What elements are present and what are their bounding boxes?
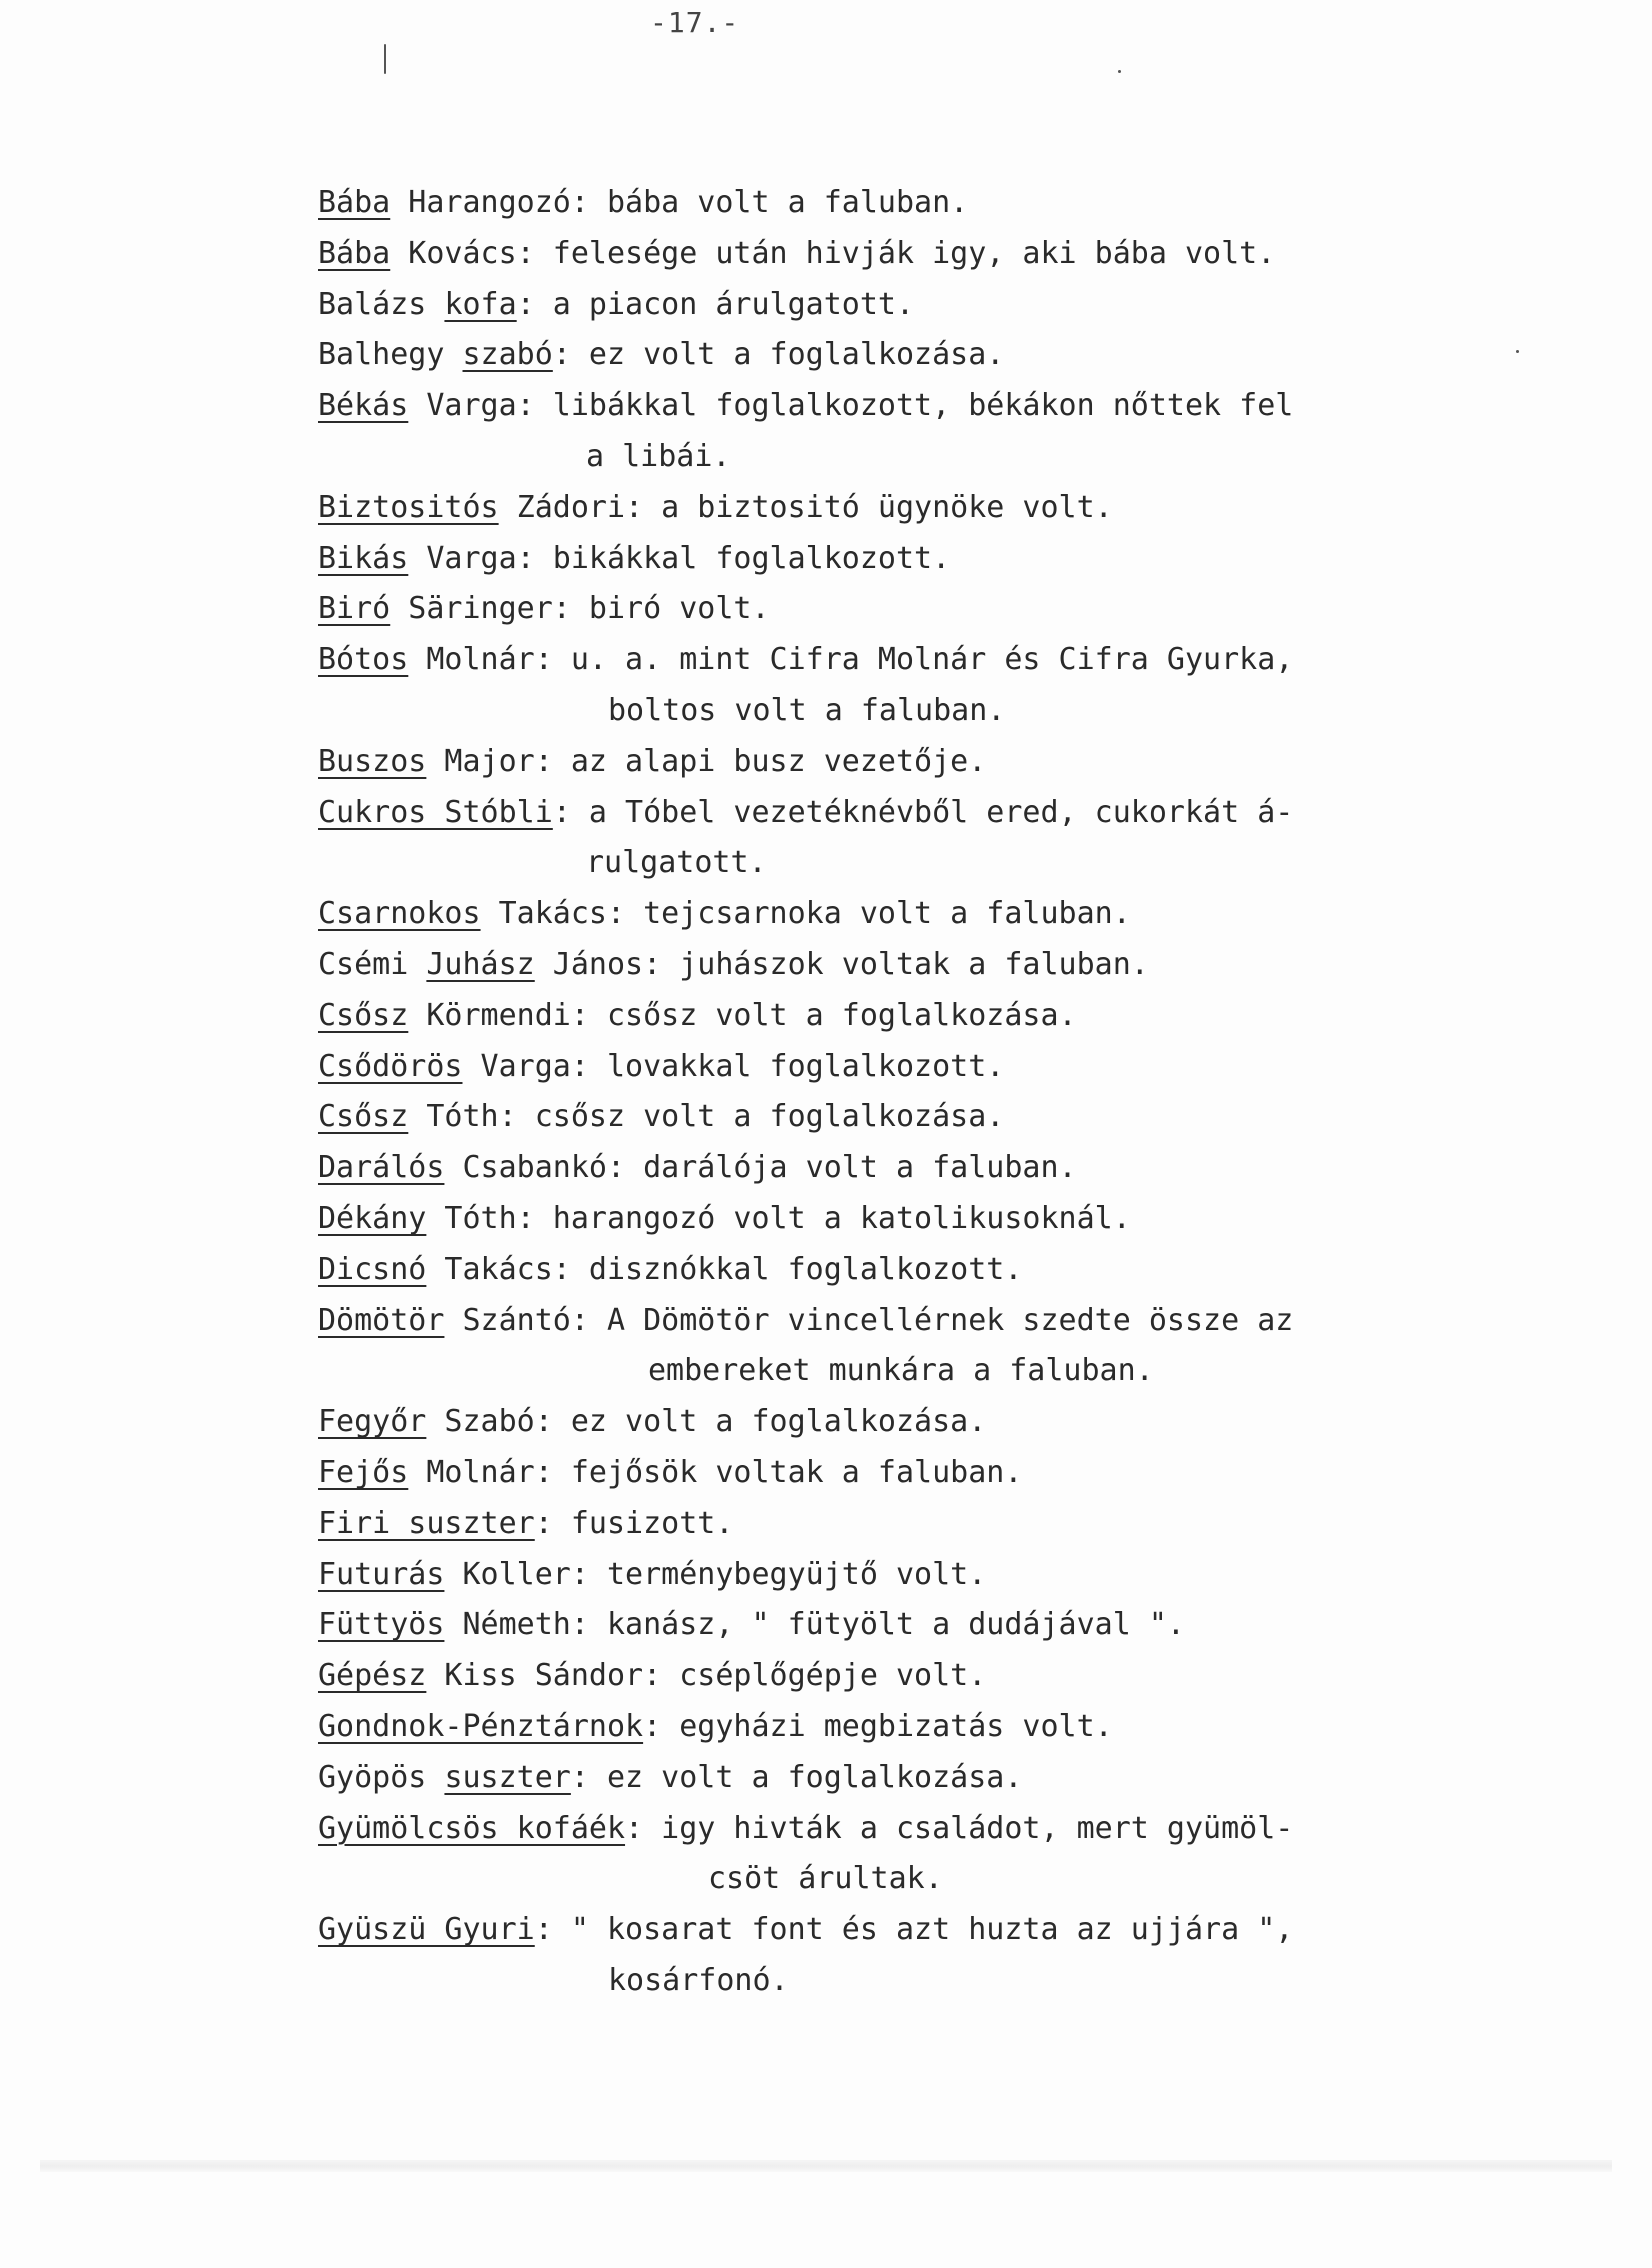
- entry-description: Molnár: fejősök voltak a faluban.: [408, 1454, 1023, 1490]
- entry-nickname: Biztositós: [318, 489, 499, 525]
- entry-line: [318, 1600, 1478, 1651]
- entry-line: [318, 1753, 1478, 1804]
- entry-line: [318, 1804, 1478, 1855]
- entry-description: : igy hivták a családot, mert gyümöl-: [625, 1810, 1294, 1846]
- entry-description: Szabó: ez volt a foglalkozása.: [426, 1404, 987, 1440]
- entry-nickname: Dicsnó: [318, 1251, 427, 1287]
- entry-row: [318, 330, 1478, 381]
- entry-description: Säringer: biró volt.: [390, 591, 770, 627]
- entry-row: [318, 1042, 1478, 1093]
- entry-continuation: embereket munkára a faluban.: [648, 1353, 1154, 1389]
- entry-nickname: Csődörös: [318, 1048, 463, 1084]
- entry-description: Zádori: a biztositó ügynöke volt.: [498, 489, 1113, 525]
- entry-description: Varga: lovakkal foglalkozott.: [462, 1048, 1005, 1084]
- entry-nickname: Bikás: [318, 540, 409, 576]
- entry-nickname: Csősz: [318, 1099, 409, 1135]
- entry-nickname: Bótos: [318, 642, 409, 678]
- entry-row: [318, 940, 1478, 991]
- entry-description: Takács: disznókkal foglalkozott.: [426, 1251, 1023, 1287]
- entry-row: [318, 1397, 1478, 1448]
- entry-line: [318, 1702, 1478, 1753]
- entry-continuation: rulgatott.: [586, 845, 767, 881]
- entry-row: [318, 1753, 1478, 1804]
- entry-continuation: csöt árultak.: [708, 1861, 943, 1897]
- entry-nickname: Gyümölcsös kofáék: [318, 1810, 626, 1846]
- entry-nickname: Gépész: [318, 1658, 427, 1694]
- entry-line: [318, 635, 1478, 686]
- entry-nickname: Cukros Stóbli: [318, 794, 553, 830]
- entry-description: Varga: libákkal foglalkozott, békákon nőttek fel: [408, 388, 1294, 424]
- entry-description: Tóth: csősz volt a foglalkozása.: [408, 1099, 1005, 1135]
- entry-line: [318, 534, 1478, 585]
- entry-description: : ez volt a foglalkozása.: [552, 337, 1005, 373]
- entry-line: [318, 889, 1478, 940]
- entry-prefix: Csémi: [318, 946, 427, 982]
- entry-row: [318, 1905, 1478, 2007]
- entry-line: [318, 991, 1478, 1042]
- entry-row: [318, 280, 1478, 331]
- entry-description: : egyházi megbizatás volt.: [643, 1708, 1113, 1744]
- entry-line: [318, 1905, 1478, 1956]
- scan-edge-band: [40, 2160, 1612, 2172]
- entry-line: [318, 1397, 1478, 1448]
- entry-line: [318, 280, 1478, 331]
- entry-line: [318, 178, 1478, 229]
- entry-line: [318, 1550, 1478, 1601]
- entry-prefix: Gyöpös: [318, 1759, 445, 1795]
- entry-row: [318, 1804, 1478, 1906]
- entry-list: [318, 178, 1478, 2007]
- entry-row: [318, 584, 1478, 635]
- entry-line: [318, 940, 1478, 991]
- entry-row: [318, 991, 1478, 1042]
- entry-nickname: Fegyőr: [318, 1404, 427, 1440]
- entry-line: [318, 330, 1478, 381]
- entry-description: Tóth: harangozó volt a katolikusoknál.: [426, 1200, 1131, 1236]
- entry-nickname: Bába: [318, 235, 391, 271]
- entry-continuation: a libái.: [586, 438, 731, 474]
- entry-description: János: juhászok voltak a faluban.: [534, 946, 1149, 982]
- entry-row: [318, 534, 1478, 585]
- entry-description: : " kosarat font és azt huzta az ujjára ",: [534, 1912, 1294, 1948]
- entry-row: [318, 1651, 1478, 1702]
- entry-nickname: kofa: [444, 286, 517, 322]
- entry-line: [318, 1245, 1478, 1296]
- entry-row: [318, 737, 1478, 788]
- entry-row: [318, 229, 1478, 280]
- entry-nickname: Gyüszü Gyuri: [318, 1912, 535, 1948]
- entry-description: : a piacon árulgatott.: [516, 286, 915, 322]
- entry-row: [318, 1702, 1478, 1753]
- entry-description: : ez volt a foglalkozása.: [570, 1759, 1023, 1795]
- scan-speck: [1516, 350, 1519, 353]
- entry-line: [318, 381, 1478, 432]
- entry-row: [318, 178, 1478, 229]
- entry-nickname: Futurás: [318, 1556, 445, 1592]
- entry-description: Csabankó: darálója volt a faluban.: [444, 1150, 1077, 1186]
- entry-row: [318, 788, 1478, 890]
- entry-prefix: Balázs: [318, 286, 445, 322]
- entry-description: Szántó: A Dömötör vincellérnek szedte össze az: [444, 1302, 1294, 1338]
- entry-line: [318, 1296, 1478, 1347]
- entry-row: [318, 1296, 1478, 1398]
- entry-description: Körmendi: csősz volt a foglalkozása.: [408, 997, 1077, 1033]
- entry-row: [318, 1550, 1478, 1601]
- entry-line: [318, 483, 1478, 534]
- entry-line: [318, 1143, 1478, 1194]
- entry-description: : fusizott.: [534, 1505, 734, 1541]
- entry-nickname: Bába: [318, 185, 391, 220]
- entry-description: Kiss Sándor: cséplőgépje volt.: [426, 1658, 987, 1694]
- entry-row: [318, 1245, 1478, 1296]
- entry-description: : a Tóbel vezetéknévből ered, cukorkát á-: [552, 794, 1294, 830]
- entry-prefix: Balhegy: [318, 337, 463, 373]
- entry-nickname: Csarnokos: [318, 896, 481, 932]
- entry-description: Takács: tejcsarnoka volt a faluban.: [480, 896, 1131, 932]
- entry-row: [318, 635, 1478, 737]
- entry-nickname: Békás: [318, 388, 409, 424]
- scan-speck: [1118, 70, 1121, 73]
- entry-line: [318, 1092, 1478, 1143]
- entry-row: [318, 483, 1478, 534]
- entry-row: [318, 889, 1478, 940]
- entry-nickname: Biró: [318, 591, 391, 627]
- entry-line: [318, 1499, 1478, 1550]
- entry-nickname: Dékány: [318, 1200, 427, 1236]
- entry-row: [318, 1143, 1478, 1194]
- entry-description: Harangozó: bába volt a faluban.: [390, 185, 969, 220]
- entry-nickname: Csősz: [318, 997, 409, 1033]
- entry-description: Kovács: felesége után hivják igy, aki bába volt.: [390, 235, 1276, 271]
- entry-line: [318, 584, 1478, 635]
- entry-nickname: Firi suszter: [318, 1505, 535, 1541]
- entry-description: Molnár: u. a. mint Cifra Molnár és Cifra Gyurka,: [408, 642, 1294, 678]
- entry-description: Varga: bikákkal foglalkozott.: [408, 540, 951, 576]
- scan-mark: [384, 44, 386, 74]
- entry-line: [318, 1194, 1478, 1245]
- entry-description: Major: az alapi busz vezetője.: [426, 743, 987, 779]
- entry-description: Koller: terménybegyüjtő volt.: [444, 1556, 987, 1592]
- entry-line: [318, 788, 1478, 839]
- entry-nickname: Gondnok-Pénztárnok: [318, 1708, 644, 1744]
- entry-continuation: kosárfonó.: [608, 1962, 789, 1998]
- entry-nickname: suszter: [444, 1759, 571, 1795]
- entry-row: [318, 1092, 1478, 1143]
- entry-nickname: Dömötör: [318, 1302, 445, 1338]
- entry-row: [318, 1194, 1478, 1245]
- entry-row: [318, 1600, 1478, 1651]
- entry-description: Németh: kanász, " fütyölt a dudájával ".: [444, 1607, 1185, 1643]
- entry-nickname: Darálós: [318, 1150, 445, 1186]
- entry-row: [318, 381, 1478, 483]
- entry-nickname: Fejős: [318, 1454, 409, 1490]
- entry-line: [318, 229, 1478, 280]
- entry-nickname: szabó: [462, 337, 553, 373]
- entry-row: [318, 1499, 1478, 1550]
- entry-nickname: Füttyös: [318, 1607, 445, 1643]
- page-number: -17.-: [650, 6, 740, 39]
- entry-line: [318, 737, 1478, 788]
- entry-row: [318, 1448, 1478, 1499]
- entry-line: [318, 1042, 1478, 1093]
- entry-nickname: Buszos: [318, 743, 427, 779]
- entry-continuation: boltos volt a faluban.: [608, 692, 1006, 728]
- entry-line: [318, 1448, 1478, 1499]
- entry-line: [318, 1651, 1478, 1702]
- entry-nickname: Juhász: [426, 946, 535, 982]
